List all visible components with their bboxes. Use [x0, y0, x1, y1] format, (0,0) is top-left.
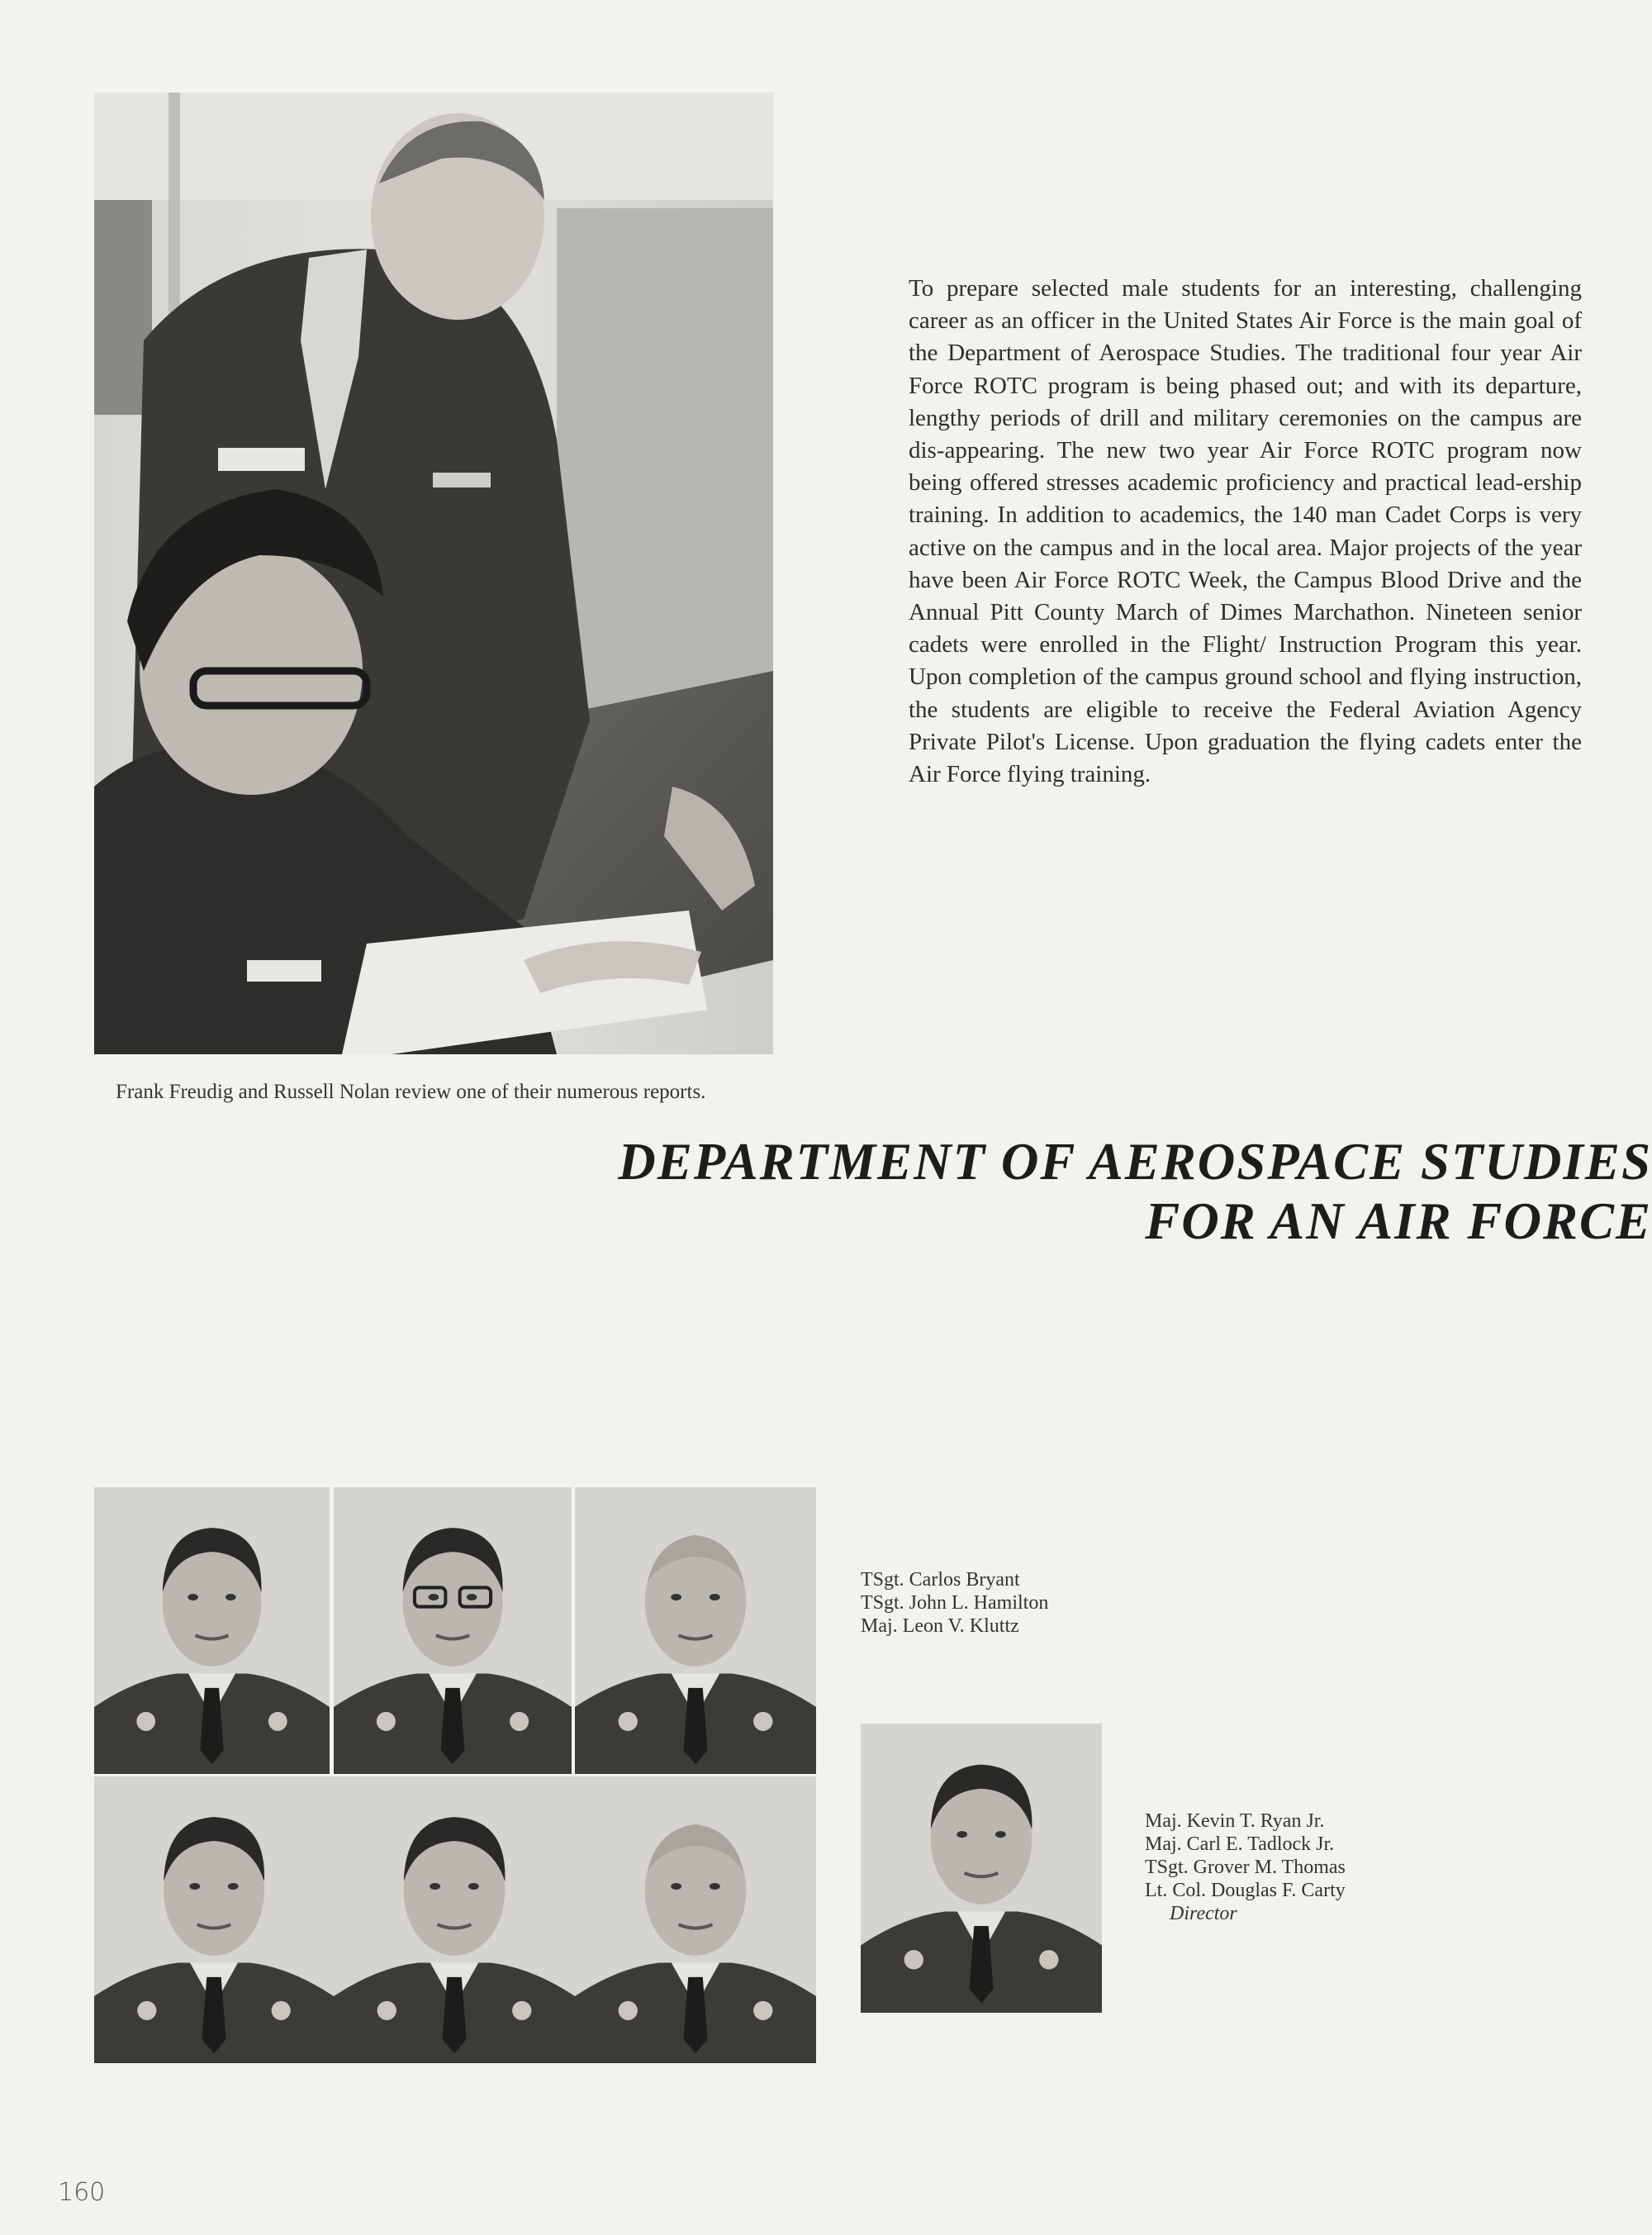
- staff-name: Maj. Leon V. Kluttz: [861, 1615, 1019, 1637]
- main-photograph: [94, 93, 773, 1054]
- staff-name: TSgt. John L. Hamilton: [861, 1592, 1049, 1614]
- headline-line-1: DEPARTMENT OF AEROSPACE STUDIES: [618, 1133, 1652, 1191]
- staff-name: Maj. Kevin T. Ryan Jr.: [1145, 1810, 1325, 1832]
- staff-name: TSgt. Carlos Bryant: [861, 1569, 1020, 1591]
- staff-portrait: [861, 1724, 1102, 2013]
- staff-names-top: [861, 1568, 1048, 1638]
- headline-line-2: FOR AN AIR FORCE: [1145, 1192, 1652, 1250]
- page-number: 160: [58, 2178, 106, 2207]
- staff-names-bottom: [1145, 1809, 1346, 1925]
- staff-portrait: [94, 1776, 334, 2063]
- staff-portrait: [575, 1487, 816, 1774]
- staff-name: Lt. Col. Douglas F. Carty: [1145, 1880, 1346, 1901]
- staff-name: TSgt. Grover M. Thomas: [1145, 1857, 1346, 1878]
- staff-name: Maj. Carl E. Tadlock Jr.: [1145, 1833, 1335, 1855]
- staff-portrait: [94, 1487, 330, 1774]
- photo-caption: Frank Freudig and Russell Nolan review one of their numerous reports.: [116, 1081, 706, 1103]
- article-body: To prepare selected male students for an interesting, challenging career as an officer in the United States Air Force is the main goal of the Department of Aerospace Studies. The traditional four year Air Force ROTC program is being phased out; and with its departure, lengthy periods of drill and military ceremonies on the campus are dis-appearing. The new two year Air Force ROTC program now being offered stresses academic proficiency and practical lead-ership training. In addition to academics, the 140 man Cadet Corps is very active on the campus and in the local area. Major projects of the year have been Air Force ROTC Week, the Campus Blood Drive and the Annual Pitt County March of Dimes Marchathon. Nineteen senior cadets were enrolled in the Flight/ Instruction Program this year. Upon completion of the campus ground school and flying instruction, the students are eligible to receive the Federal Aviation Agency Private Pilot's License. Upon graduation the flying cadets enter the Air Force flying training.: [909, 275, 1582, 788]
- staff-portrait: [575, 1776, 816, 2063]
- staff-portrait: [334, 1487, 572, 1774]
- staff-portrait: [334, 1776, 575, 2063]
- director-title: Director: [1170, 1903, 1237, 1924]
